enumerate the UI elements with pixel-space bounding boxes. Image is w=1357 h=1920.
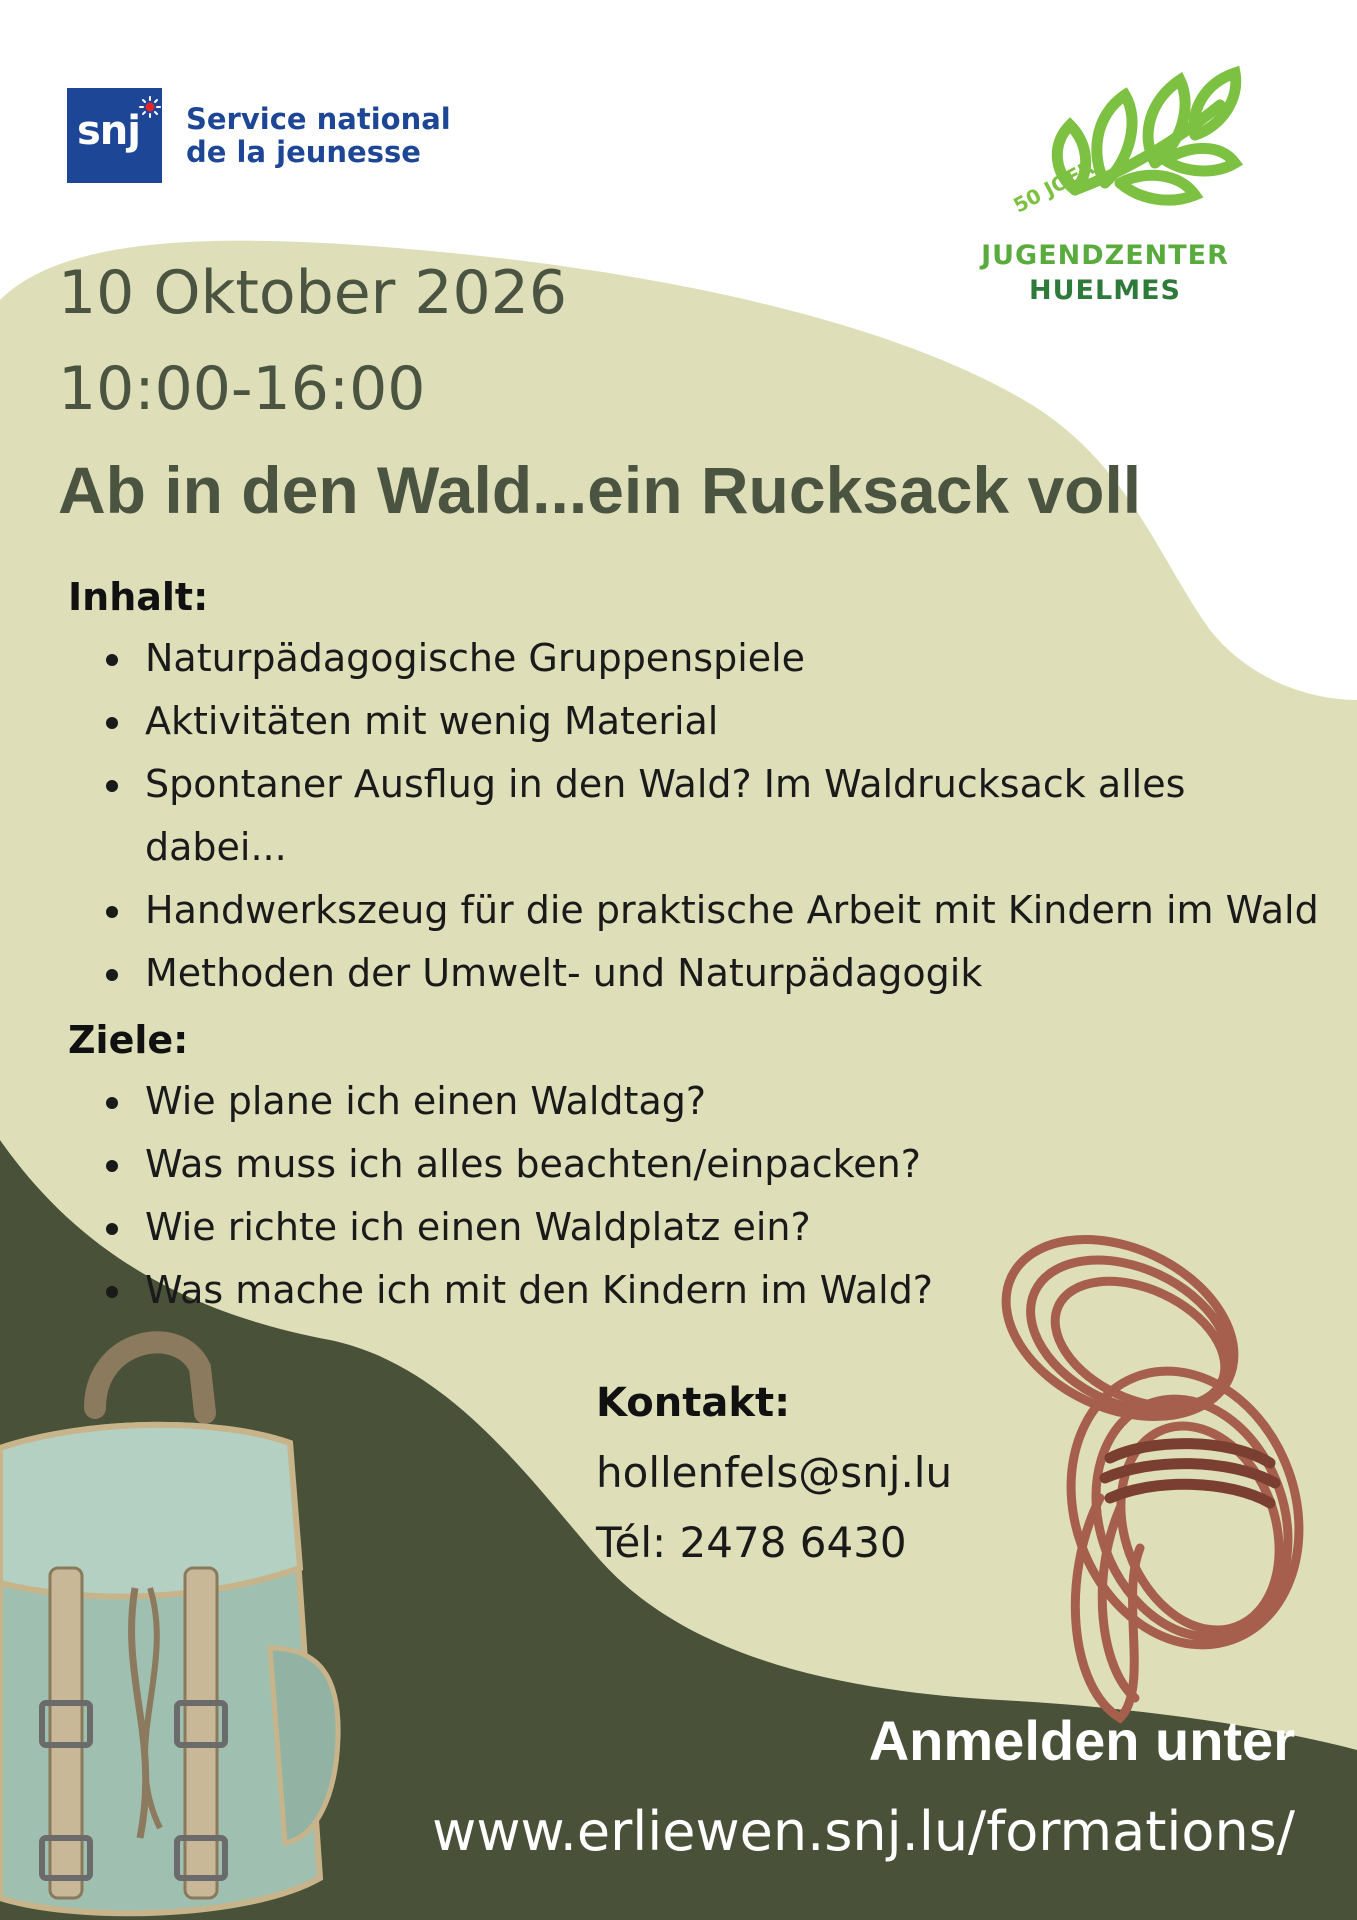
list-item: Was mache ich mit den Kindern im Wald? [100,1259,1350,1322]
list-item: Was muss ich alles beachten/einpacken? [100,1133,1350,1196]
rope-coil-illustration [970,1218,1340,1728]
sun-icon [139,96,161,118]
jugendzenter-anniversary: 50 JOER [1009,154,1099,218]
list-item: Wie richte ich einen Waldplatz ein? [100,1196,1350,1259]
list-item: Handwerkszeug für die praktische Arbeit mit Kindern im Wald [100,879,1350,942]
snj-logo [67,88,451,183]
snj-logo-line1: Service national [186,101,451,136]
jugendzenter-logo [955,45,1255,315]
list-item: Naturpädagogische Gruppenspiele [100,627,1350,690]
list-item: Wie plane ich einen Waldtag? [100,1070,1350,1133]
register-label: Anmelden unter [868,1709,1295,1772]
list-item: Methoden der Umwelt- und Naturpädagogik [100,942,1350,1005]
kontakt-email[interactable]: hollenfels@snj.lu [596,1448,953,1497]
jugendzenter-name-line2: HUELMES [1029,275,1181,306]
inhalt-list [100,627,1350,1005]
leaf-sprig-icon [955,45,1255,245]
snj-logo-line2: de la jeunesse [186,134,421,169]
list-item: Aktivitäten mit wenig Material [100,690,1245,753]
event-title: Ab in den Wald...ein Rucksack voll [58,453,1142,527]
snj-logo-words [186,103,451,169]
snj-logo-mark-text: snj [77,108,140,154]
register-url[interactable]: www.erliewen.snj.lu/formations/ [432,1800,1295,1863]
event-time: 10:00-16:00 [58,354,426,424]
ziele-heading: Ziele: [68,1018,189,1062]
jugendzenter-name-line1: JUGENDZENTER [981,240,1229,271]
snj-logo-mark [67,88,162,183]
inhalt-heading: Inhalt: [68,575,209,619]
event-date: 10 Oktober 2026 [58,258,568,328]
list-item: Spontaner Ausflug in den Wald? Im Waldrucksack alles dabei... [100,753,1245,879]
backpack-illustration [0,1318,345,1920]
kontakt-phone: Tél: 2478 6430 [596,1518,907,1567]
kontakt-heading: Kontakt: [596,1380,791,1426]
